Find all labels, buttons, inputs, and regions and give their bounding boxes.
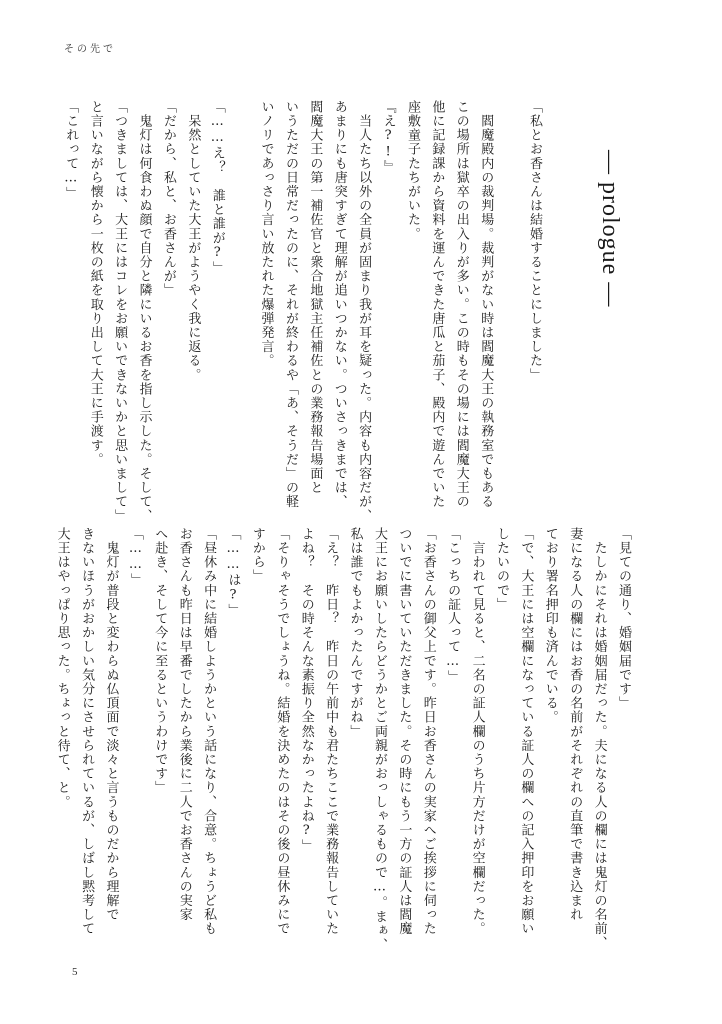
text-line: 「私とお香さんは結婚することにしました」 [527, 100, 542, 382]
text-line: 閻魔殿内の裁判場。裁判がない時は閻魔大王の執務室でもある [478, 100, 494, 509]
text-line: ついでに書いていただきました。その時にもう一方の証人は閻魔 [396, 527, 412, 936]
text-line: 「だから、私と、お香さんが」 [160, 100, 176, 298]
text-line: 私は誰でもよかったんですがね」 [347, 527, 363, 739]
text-line: きないほうがおかしい気分にさせられているが、しばし黙考して [79, 527, 95, 936]
text-line: 「で、大王には空欄になっている証人の欄への記入押印をお願い [518, 527, 534, 936]
upper-text-block [63, 100, 546, 523]
text-line: 『え?!』 [380, 100, 396, 175]
text-line: 「昼休み中に結婚しようかという話になり、合意。ちょうど私も [201, 527, 217, 936]
text-line: と言いながら懐から一枚の紙を取り出して大王に手渡す。 [87, 100, 103, 467]
page-number: 5 [72, 966, 78, 978]
text-line: 言われて見ると、二名の証人欄のうち片方だけが空欄だった。 [469, 527, 485, 936]
text-line: 呆然としていた大王がようやく我に返る。 [185, 100, 201, 382]
text-line: 「……」 [127, 527, 143, 588]
text-line: よね？ その時そんな素振り全然なかったよね?」 [298, 527, 314, 854]
chapter-title: — prologue — [597, 150, 623, 308]
text-line: 「そりゃそうでしょうね。結婚を決めたのはその後の昼休みにで [274, 527, 290, 936]
text-line: 「お香さんの御父上です。昨日お香さんの実家へご挨拶に伺った [420, 527, 436, 936]
text-line: たしかにそれは婚姻届だった。夫になる人の欄には鬼灯の名前、 [591, 527, 607, 950]
text-line: お香さんも昨日は早番でしたから業後に二人でお香さんの実家 [176, 527, 192, 922]
text-line: へ赴き、そして今に至るというわけです」 [152, 527, 168, 795]
text-line: 「こっちの証人って…」 [445, 527, 461, 685]
lower-text-block [54, 527, 635, 952]
text-line: いうただの日常だったのに、それが終わるや「あ、そうだ」の軽 [282, 100, 298, 509]
text-line: 閻魔大王の第一補佐官と衆合地獄主任補佐との業務報告場面と [307, 100, 323, 495]
text-line: 鬼灯が普段と変わらぬ仏頂面で淡々と言うものだから理解で [103, 527, 119, 922]
text-line: 「つきましては、大王にはコレをお願いできないかと思いまして」 [112, 100, 128, 523]
text-line: 大王にお願いしたらどうかとご両親がおっしゃるもので…。まぁ、 [371, 527, 387, 952]
text-line: 他に記録課から資料を運んできた唐瓜と茄子、殿内で遊んでいた [429, 100, 445, 509]
text-line [497, 100, 521, 472]
text-line: 「……は?」 [225, 527, 241, 618]
running-header: その先で [64, 44, 116, 55]
text-line: 座敷童子たちがいた。 [404, 100, 420, 241]
text-line: この場所は獄卒の出入りが多い。この時もその場には閻魔大王の [453, 100, 469, 509]
text-line: いノリであっさり言い放たれた爆弾発言。 [258, 100, 274, 368]
text-line: 妻になる人の欄にはお香の名前がそれぞれの直筆で書き込まれ [567, 527, 583, 922]
text-line: 「え？ 昨日？ 昨日の午前中も君たちここで業務報告していた [323, 527, 339, 936]
text-line: 鬼灯は何食わぬ顔で自分と隣にいるお香を指し示した。そして、 [136, 100, 152, 523]
text-line: すから」 [249, 527, 265, 584]
text-line: 「これって…」 [63, 100, 79, 201]
text-line: 「……え？ 誰と誰が?」 [209, 100, 225, 276]
text-line: したいので」 [493, 527, 509, 612]
text-line: 大王はやっぱり思った。ちょっと待て、と。 [54, 527, 70, 809]
text-line: 当人たち以外の全員が固まり我が耳を疑った。内容も内容だが、 [356, 100, 372, 523]
text-line [229, 100, 253, 472]
text-line: 「見ての通り、婚姻届です」 [616, 527, 631, 711]
text-line: ており署名押印も済んでいる。 [542, 527, 558, 725]
text-line: あまりにも唐突すぎて理解が追いつかない。ついさっきまでは、 [331, 100, 347, 509]
